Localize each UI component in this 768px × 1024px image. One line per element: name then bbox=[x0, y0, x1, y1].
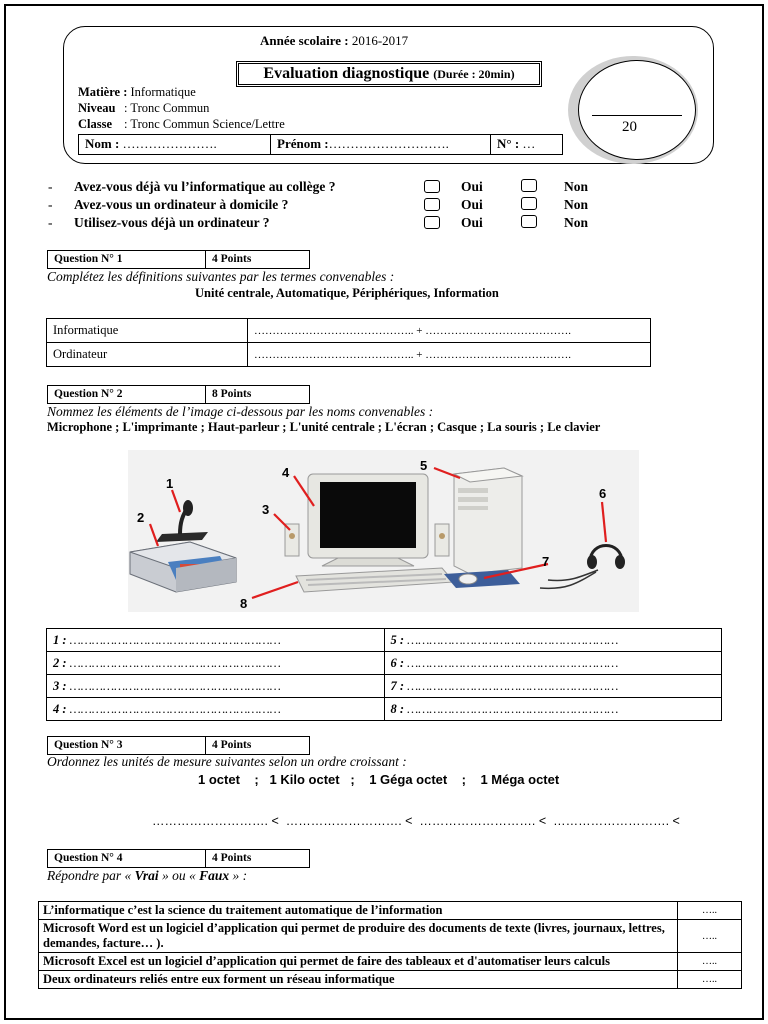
table-row bbox=[47, 319, 651, 343]
microphone-illustration bbox=[156, 500, 208, 542]
no-checkbox[interactable] bbox=[521, 197, 537, 210]
table-row bbox=[47, 343, 651, 367]
term-cell: Ordinateur bbox=[47, 343, 248, 367]
statement-cell: Deux ordinateurs reliés entre eux forment un réseau informatique bbox=[39, 971, 678, 989]
statement-cell: L’informatique c’est la science du traitement automatique de l’information bbox=[39, 902, 678, 920]
table-row bbox=[39, 971, 742, 989]
arrow-5 bbox=[434, 468, 460, 478]
yes-checkbox[interactable] bbox=[424, 216, 440, 229]
arrow-1 bbox=[172, 490, 180, 512]
classe-line: Classe : Tronc Commun Science/Lettre bbox=[78, 117, 285, 131]
term-cell: Informatique bbox=[47, 319, 248, 343]
question-1-terms: Unité centrale, Automatique, Périphériques, Information bbox=[195, 286, 499, 300]
evaluation-title: Evaluation diagnostique (Durée : 20min) bbox=[238, 63, 540, 85]
yes-checkbox[interactable] bbox=[424, 180, 440, 193]
definitions-table bbox=[46, 318, 651, 367]
question-2-header: Question N° 2 8 Points bbox=[47, 385, 310, 404]
table-row bbox=[39, 902, 742, 920]
answer-cell[interactable]: ….. bbox=[678, 902, 742, 920]
image-number-7: 7 bbox=[542, 554, 550, 569]
question-2-instruction: Nommez les éléments de l’image ci-dessous par les noms convenables : bbox=[47, 404, 434, 419]
answer-cell-2[interactable]: 2 : ………………………………………………… bbox=[47, 652, 385, 675]
arrow-2 bbox=[150, 524, 158, 546]
question-3-header: Question N° 3 4 Points bbox=[47, 736, 310, 755]
score-circle bbox=[578, 60, 696, 160]
numero-field[interactable]: N° : … bbox=[497, 136, 536, 151]
nom-field[interactable]: Nom : …………………. bbox=[79, 135, 271, 154]
score-line[interactable] bbox=[592, 115, 682, 116]
table-row bbox=[47, 629, 722, 652]
answer-cell[interactable]: …………………………………….. + …………………………………. bbox=[248, 343, 651, 367]
table-row bbox=[47, 698, 722, 721]
niveau-line: Niveau : Tronc Commun bbox=[78, 101, 210, 115]
question-4-header: Question N° 4 4 Points bbox=[47, 849, 310, 868]
question-3-instruction: Ordonnez les unités de mesure suivantes selon un ordre croissant : bbox=[47, 754, 407, 769]
image-number-3: 3 bbox=[262, 502, 270, 517]
table-row bbox=[39, 920, 742, 953]
matiere-line: Matière : Informatique bbox=[78, 85, 196, 99]
answer-cell-5[interactable]: 5 : ………………………………………………… bbox=[384, 629, 722, 652]
answer-cell-4[interactable]: 4 : ………………………………………………… bbox=[47, 698, 385, 721]
table-row bbox=[39, 953, 742, 971]
no-checkbox[interactable] bbox=[521, 215, 537, 228]
school-year: Année scolaire : 2016-2017 bbox=[260, 33, 409, 48]
right-speaker-illustration bbox=[435, 524, 449, 556]
answer-cell-1[interactable]: 1 : ………………………………………………… bbox=[47, 629, 385, 652]
image-number-8: 8 bbox=[240, 596, 248, 611]
monitor-illustration bbox=[308, 474, 428, 566]
table-row bbox=[47, 652, 722, 675]
yes-no-row: - Avez-vous déjà vu l’informatique au collège ? Oui Non bbox=[48, 179, 589, 194]
arrow-8 bbox=[252, 582, 298, 598]
image-number-2: 2 bbox=[137, 510, 145, 525]
printer-illustration bbox=[130, 542, 236, 592]
image-number-6: 6 bbox=[599, 486, 607, 501]
answer-cell-7[interactable]: 7 : ………………………………………………… bbox=[384, 675, 722, 698]
prenom-field[interactable]: Prénom :………………………. bbox=[271, 135, 491, 154]
arrow-6 bbox=[602, 502, 606, 542]
question-1-header: Question N° 1 4 Points bbox=[47, 250, 310, 269]
statement-cell: Microsoft Excel est un logiciel d’application qui permet de faire des tableaux et d'automatiser leurs calculs bbox=[39, 953, 678, 971]
true-false-table bbox=[38, 901, 742, 989]
yes-no-row: - Utilisez-vous déjà un ordinateur ? Oui Non bbox=[48, 215, 589, 230]
yes-no-row: - Avez-vous un ordinateur à domicile ? Oui Non bbox=[48, 197, 589, 212]
question-4-instruction: Répondre par « Vrai » ou « Faux » : bbox=[47, 868, 248, 883]
computer-components-image bbox=[128, 450, 639, 612]
answer-cell-8[interactable]: 8 : ………………………………………………… bbox=[384, 698, 722, 721]
yes-checkbox[interactable] bbox=[424, 198, 440, 211]
image-number-1: 1 bbox=[166, 476, 174, 491]
answer-cell[interactable]: …………………………………….. + …………………………………. bbox=[248, 319, 651, 343]
component-names-table bbox=[46, 628, 722, 721]
table-row bbox=[47, 675, 722, 698]
answer-cell[interactable]: ….. bbox=[678, 953, 742, 971]
question-1-instruction: Complétez les définitions suivantes par les termes convenables : bbox=[47, 269, 395, 284]
image-number-5: 5 bbox=[420, 458, 428, 473]
statement-cell: Microsoft Word est un logiciel d’application qui permet de produire des documents de texte (livres, journaux, lettres, demandes, facture… ). bbox=[39, 920, 678, 953]
units-list: 1 octet ; 1 Kilo octet ; 1 Géga octet ; 1 Méga octet bbox=[198, 772, 560, 787]
score-total: 20 bbox=[622, 119, 637, 135]
answer-cell-6[interactable]: 6 : ………………………………………………… bbox=[384, 652, 722, 675]
student-id-row bbox=[78, 134, 563, 155]
arrow-3 bbox=[274, 514, 290, 530]
no-checkbox[interactable] bbox=[521, 179, 537, 192]
order-answer-line[interactable]: ………………………. < ………………………. < ………………………. < ………………………. < bbox=[152, 814, 680, 828]
answer-cell-3[interactable]: 3 : ………………………………………………… bbox=[47, 675, 385, 698]
image-number-4: 4 bbox=[282, 465, 290, 480]
left-speaker-illustration bbox=[285, 524, 299, 556]
tower-illustration bbox=[454, 468, 522, 574]
answer-cell[interactable]: ….. bbox=[678, 971, 742, 989]
answer-cell[interactable]: ….. bbox=[678, 920, 742, 953]
question-2-terms: Microphone ; L'imprimante ; Haut-parleur ; L'unité centrale ; L'écran ; Casque ; La souris ; Le clavier bbox=[47, 420, 601, 434]
mouse-illustration bbox=[459, 574, 477, 584]
headset-illustration bbox=[540, 546, 625, 589]
